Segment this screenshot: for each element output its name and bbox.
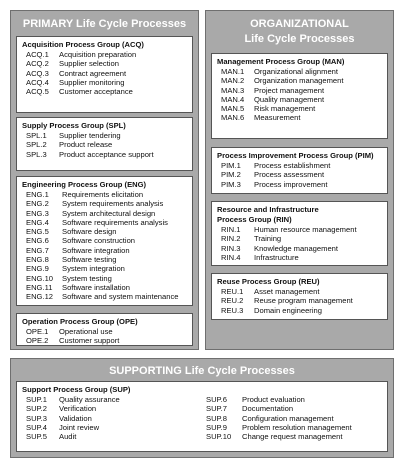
process-name: System integration [62, 264, 125, 274]
process-name: System testing [62, 273, 112, 283]
process-code: MAN.5 [221, 104, 245, 114]
process-code: SUP.8 [206, 413, 227, 423]
process-row [217, 306, 382, 315]
process-name: Problem resolution management [242, 422, 352, 432]
process-code: MAN.1 [221, 67, 245, 76]
process-code: MAN.3 [221, 85, 245, 95]
process-code: RIN.1 [221, 225, 241, 234]
process-row [22, 336, 187, 345]
process-row [22, 255, 187, 264]
organizational-title-line2: Life Cycle Processes [244, 33, 355, 45]
organizational-title-line1: ORGANIZATIONAL [250, 18, 349, 30]
process-name: Customer acceptance [59, 87, 133, 97]
group-title: Process Improvement Process Group (PIM) [217, 151, 374, 160]
process-name: Supplier tendering [59, 131, 121, 140]
process-code: PIM.1 [221, 161, 241, 170]
process-code: SUP.2 [26, 404, 47, 414]
process-row [22, 140, 187, 149]
process-code: SPL.3 [26, 149, 47, 159]
process-name: Process improvement [254, 179, 328, 189]
process-code: ACQ.5 [26, 87, 49, 97]
process-name: Software installation [62, 282, 130, 292]
process-name: Product release [59, 140, 113, 150]
group-title: Acquisition Process Group (ACQ) [22, 40, 144, 49]
process-row [22, 404, 202, 413]
process-name: Asset management [254, 287, 320, 296]
process-name: Process assessment [254, 170, 325, 180]
process-name: System architectural design [62, 208, 156, 218]
process-code: SUP.6 [206, 395, 227, 404]
process-code: ENG.4 [26, 217, 49, 227]
process-code: ENG.6 [26, 236, 49, 246]
process-code: REU.1 [221, 287, 244, 296]
process-row [217, 296, 382, 305]
process-name: Configuration management [242, 413, 334, 423]
group-acq [16, 36, 193, 113]
process-row [22, 236, 187, 245]
process-row [22, 274, 187, 283]
process-name: Software requirements analysis [62, 217, 168, 227]
process-row [202, 404, 382, 413]
process-row [217, 253, 382, 262]
process-name: Risk management [254, 104, 316, 114]
group-title: Support Process Group (SUP) [22, 385, 131, 394]
process-row [217, 76, 382, 85]
process-row [217, 86, 382, 95]
group-title: Management Process Group (MAN) [217, 57, 345, 66]
process-row [22, 209, 187, 218]
process-name: Requirements elicitation [62, 190, 144, 199]
group-ope [16, 313, 193, 346]
process-row [22, 283, 187, 292]
process-code: ENG.12 [26, 292, 54, 302]
process-name: Acquisition preparation [59, 50, 137, 59]
process-code: MAN.6 [221, 113, 245, 123]
process-row [217, 113, 382, 122]
process-name: Process establishment [254, 161, 331, 170]
process-code: RIN.3 [221, 243, 241, 253]
process-code: OPE.2 [26, 336, 49, 346]
supporting-panel [10, 358, 394, 458]
process-code: SUP.1 [26, 395, 47, 404]
group-eng [16, 176, 193, 306]
process-row [217, 287, 382, 296]
process-code: ENG.3 [26, 208, 49, 218]
process-code: SPL.2 [26, 140, 47, 150]
process-code: REU.2 [221, 296, 244, 306]
process-row [217, 234, 382, 243]
process-name: Software testing [62, 255, 117, 265]
group-man [211, 53, 388, 139]
process-code: PIM.2 [221, 170, 241, 180]
process-code: ENG.7 [26, 245, 49, 255]
process-row [22, 432, 202, 441]
process-row [22, 199, 187, 208]
group-reu [211, 273, 388, 320]
group-sup [16, 381, 388, 452]
process-name: Documentation [242, 404, 294, 414]
process-name: System requirements analysis [62, 199, 164, 209]
process-name: Project management [254, 85, 325, 95]
process-name: Quality assurance [59, 395, 120, 404]
process-name: Quality management [254, 94, 325, 104]
process-code: MAN.4 [221, 94, 245, 104]
process-code: ENG.2 [26, 199, 49, 209]
process-row [22, 87, 187, 96]
process-code: SUP.5 [26, 432, 47, 442]
primary-title: PRIMARY Life Cycle Processes [22, 18, 187, 30]
process-name: Reuse program management [254, 296, 353, 306]
process-name: Operational use [59, 327, 113, 336]
process-row [217, 104, 382, 113]
process-row [22, 246, 187, 255]
process-name: Joint review [59, 422, 100, 432]
process-code: SUP.9 [206, 422, 227, 432]
process-code: ENG.8 [26, 255, 49, 265]
process-code: ACQ.3 [26, 68, 49, 78]
process-row [22, 327, 187, 336]
process-code: ENG.1 [26, 190, 49, 199]
group-title-line1: Resource and Infrastructure [217, 205, 319, 214]
group-title: Reuse Process Group (REU) [217, 277, 320, 286]
process-name: Organizational alignment [254, 67, 339, 76]
process-row [202, 423, 382, 432]
process-row [22, 50, 187, 59]
process-code: ACQ.4 [26, 77, 49, 87]
process-row [22, 218, 187, 227]
process-row [22, 69, 187, 78]
process-name: Product acceptance support [59, 149, 154, 159]
process-name: Software and system maintenance [62, 292, 179, 302]
process-name: Software construction [62, 236, 136, 246]
process-name: Human resource management [254, 225, 357, 234]
group-pim [211, 147, 388, 194]
process-row [202, 432, 382, 441]
process-name: Customer support [59, 336, 120, 346]
process-row [22, 131, 187, 140]
process-code: RIN.4 [221, 252, 241, 262]
process-row [22, 423, 202, 432]
process-name: Organization management [254, 76, 344, 86]
process-name: Infrastructure [254, 252, 299, 262]
process-row [217, 225, 382, 234]
process-code: OPE.1 [26, 327, 49, 336]
process-row [22, 150, 187, 159]
process-code: ENG.11 [26, 282, 53, 292]
process-row [22, 227, 187, 236]
organizational-title [206, 17, 393, 47]
process-name: Knowledge management [254, 243, 339, 253]
process-code: SUP.4 [26, 422, 47, 432]
process-row [202, 414, 382, 423]
process-row [217, 180, 382, 189]
organizational-panel [205, 10, 394, 350]
process-row [22, 395, 202, 404]
group-title-line2: Process Group (RIN) [217, 215, 292, 224]
process-code: REU.3 [221, 305, 244, 315]
process-name: Software integration [62, 245, 130, 255]
process-code: ENG.5 [26, 227, 49, 237]
process-row [22, 414, 202, 423]
process-code: RIN.2 [221, 234, 241, 244]
process-row [22, 190, 187, 199]
process-row [22, 264, 187, 273]
process-name: Domain engineering [254, 305, 322, 315]
group-title: Supply Process Group (SPL) [22, 121, 126, 130]
process-row [217, 161, 382, 170]
process-code: SPL.1 [26, 131, 47, 140]
process-name: Training [254, 234, 282, 244]
process-name: Supplier monitoring [59, 77, 125, 87]
process-row [202, 395, 382, 404]
process-name: Product evaluation [242, 395, 305, 404]
process-code: SUP.3 [26, 413, 47, 423]
process-row [22, 78, 187, 87]
process-row [217, 67, 382, 76]
process-code: SUP.10 [206, 432, 232, 442]
process-code: MAN.2 [221, 76, 245, 86]
process-row [217, 95, 382, 104]
process-name: Contract agreement [59, 68, 127, 78]
process-name: Supplier selection [59, 59, 119, 69]
group-title: Operation Process Group (OPE) [22, 317, 138, 326]
process-code: SUP.7 [206, 404, 227, 414]
process-code: ENG.9 [26, 264, 49, 274]
process-name: Validation [59, 413, 92, 423]
process-code: ACQ.1 [26, 50, 49, 59]
process-code: ENG.10 [26, 273, 54, 283]
process-name: Change request management [242, 432, 343, 442]
process-row [22, 292, 187, 301]
process-code: PIM.3 [221, 179, 241, 189]
process-row [217, 170, 382, 179]
group-title: Engineering Process Group (ENG) [22, 180, 147, 189]
primary-panel [10, 10, 199, 350]
group-rin [211, 201, 388, 266]
process-row [217, 244, 382, 253]
process-name: Software design [62, 227, 117, 237]
group-spl [16, 117, 193, 171]
process-name: Measurement [254, 113, 301, 123]
process-name: Audit [59, 432, 77, 442]
supporting-title: SUPPORTING Life Cycle Processes [109, 365, 295, 377]
process-name: Verification [59, 404, 97, 414]
process-row [22, 59, 187, 68]
process-code: ACQ.2 [26, 59, 49, 69]
